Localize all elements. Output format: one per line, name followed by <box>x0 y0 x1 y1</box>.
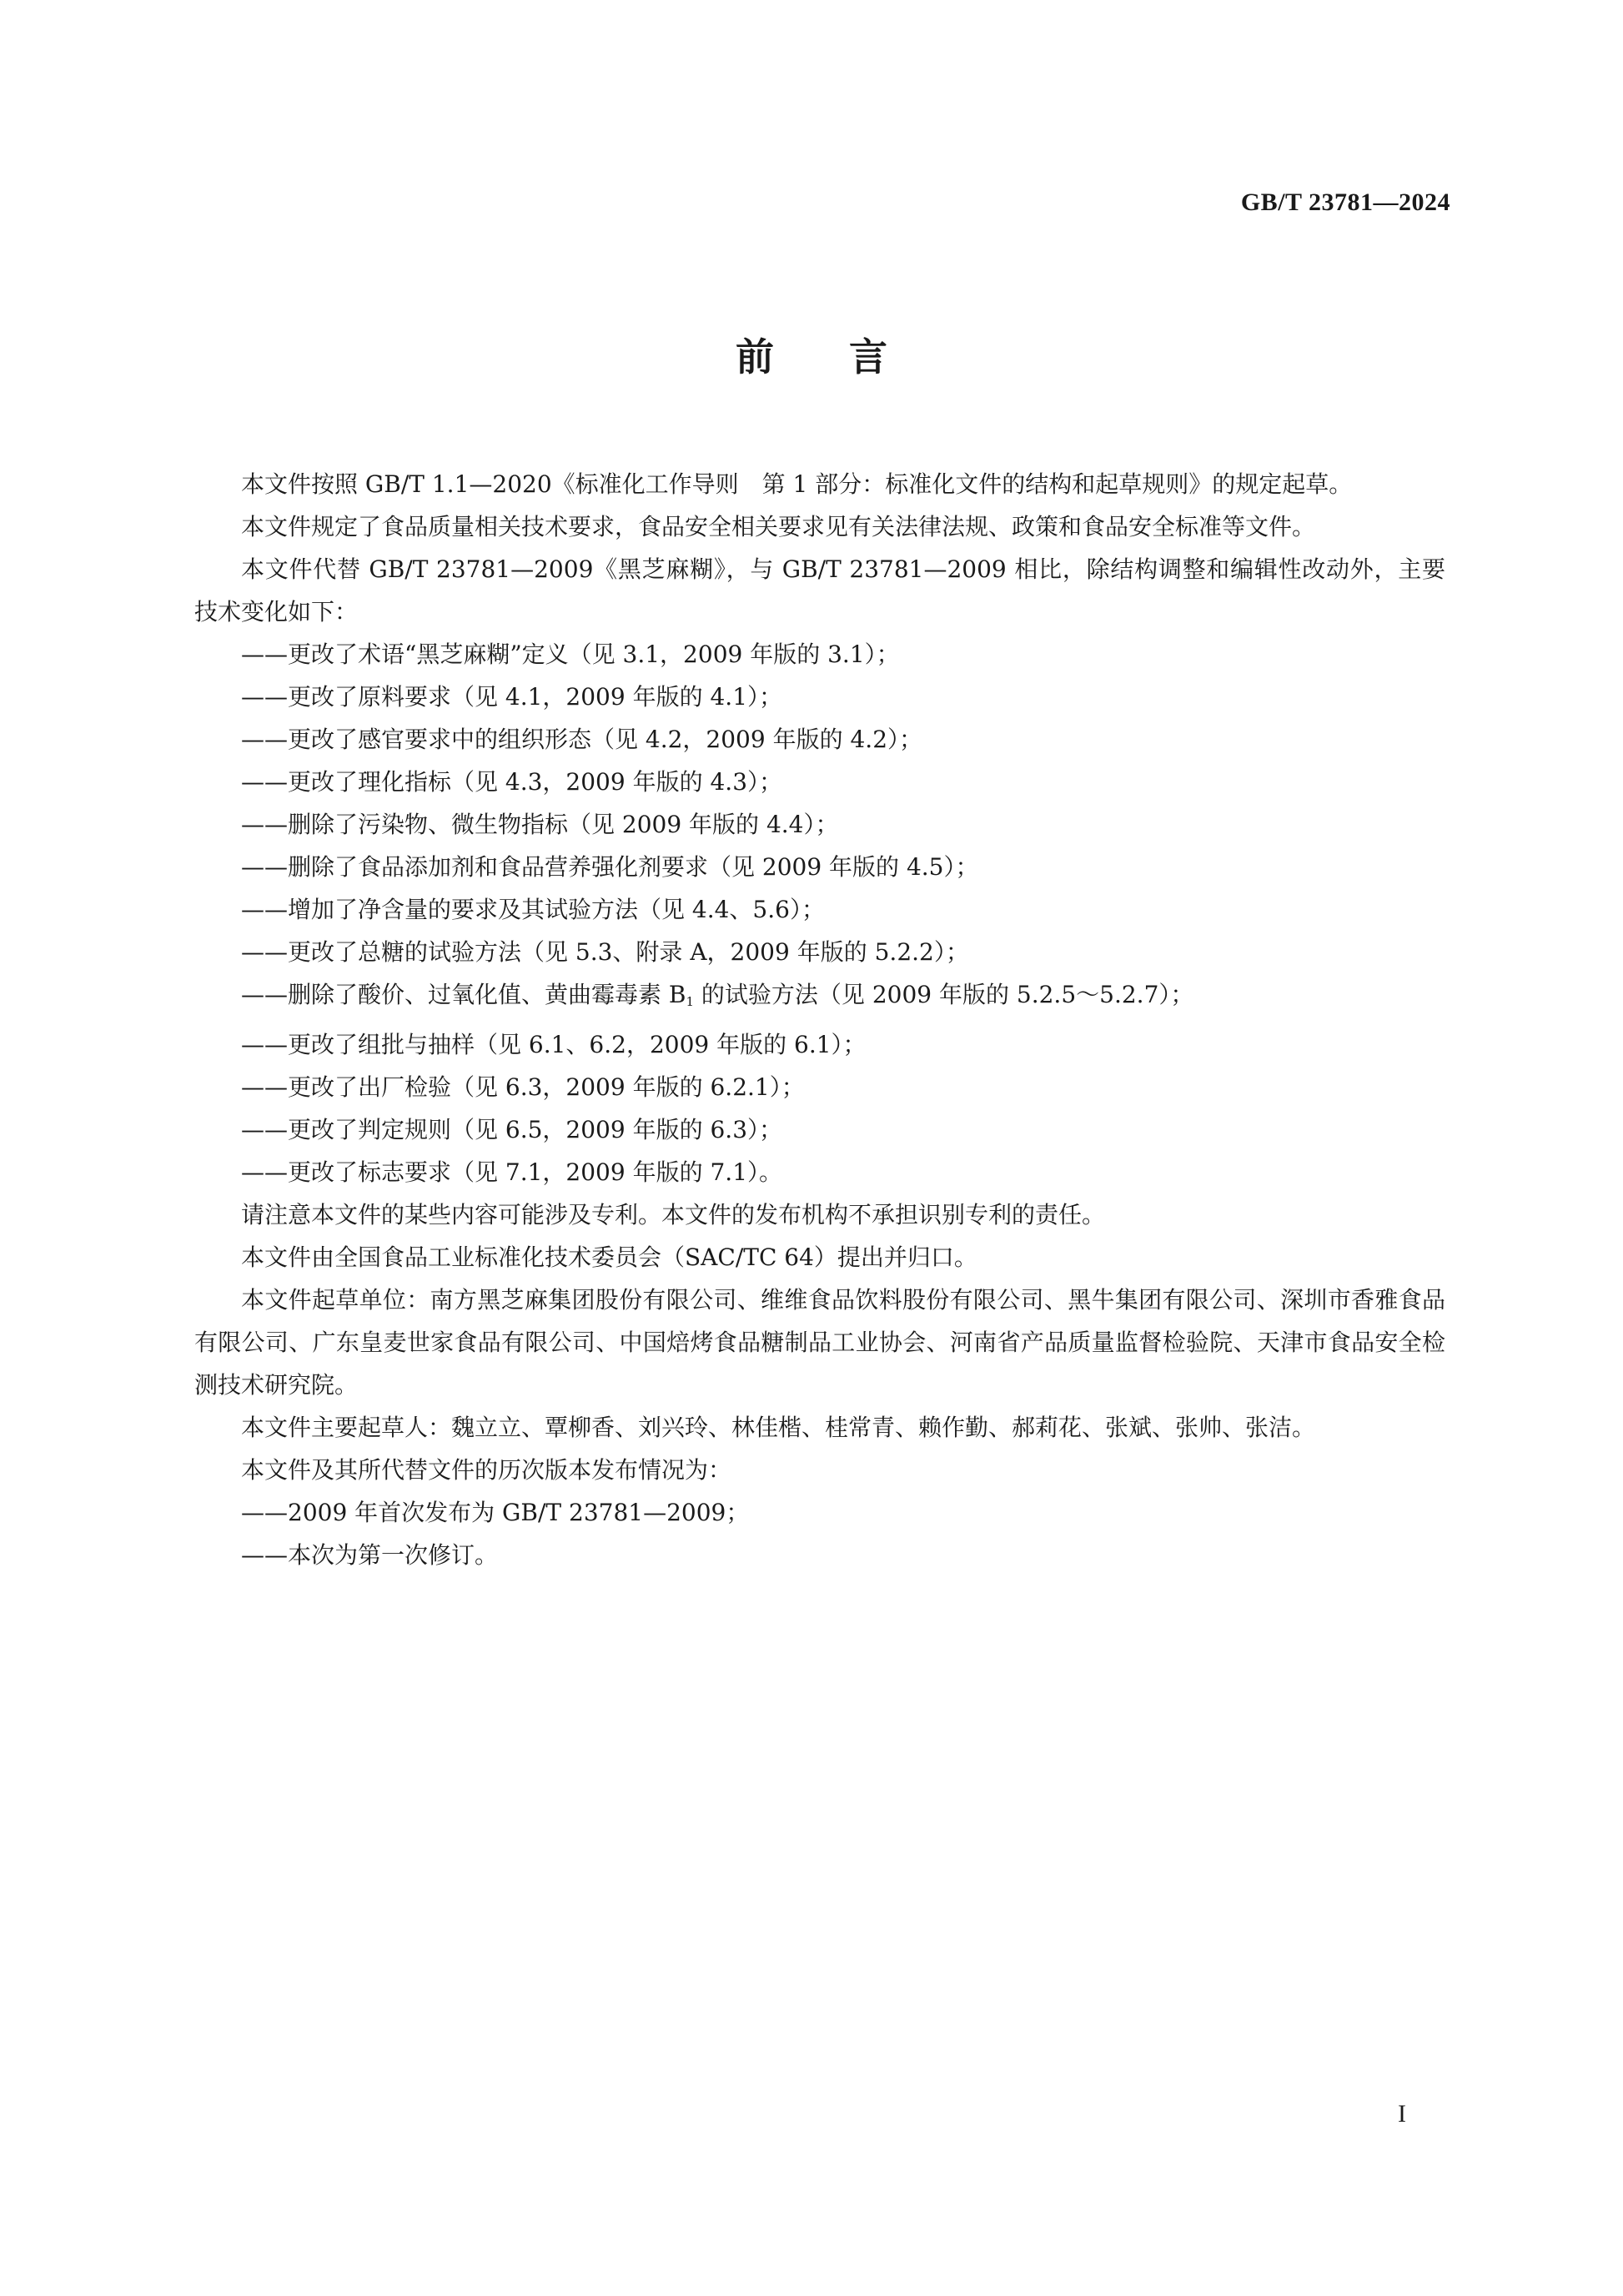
paragraph-replacement: 本文件代替 GB/T 23781—2009《黑芝麻糊》，与 GB/T 23781—2009 相比，除结构调整和编辑性改动外，主要技术变化如下： <box>194 555 1445 625</box>
paragraph-drafting-rules: 本文件按照 GB/T 1.1—2020《标准化工作导则 第 1 部分：标准化文件的结构和起草规则》的规定起草。 <box>241 470 1353 498</box>
change-item: ——更改了术语“黑芝麻糊”定义（见 3.1，2009 年版的 3.1）； <box>241 641 900 668</box>
change-item: ——更改了原料要求（见 4.1，2009 年版的 4.1）； <box>241 683 783 711</box>
paragraph-patent: 请注意本文件的某些内容可能涉及专利。本文件的发布机构不承担识别专利的责任。 <box>241 1201 1106 1228</box>
change-item: ——更改了出厂检验（见 6.3，2009 年版的 6.2.1）； <box>241 1073 805 1101</box>
subscript: 1 <box>686 994 695 1009</box>
change-item: ——更改了理化指标（见 4.3，2009 年版的 4.3）； <box>241 768 783 796</box>
change-item-text: ——删除了酸价、过氧化值、黄曲霉毒素 B <box>241 981 686 1008</box>
paragraph-drafters: 本文件主要起草人：魏立立、覃柳香、刘兴玲、林佳楷、桂常青、赖作勤、郝莉花、张斌、张帅、张洁。 <box>241 1414 1316 1441</box>
change-item-text: 的试验方法（见 2009 年版的 5.2.5～5.2.7）； <box>694 981 1194 1008</box>
change-item: ——删除了食品添加剂和食品营养强化剂要求（见 2009 年版的 4.5）； <box>241 853 979 881</box>
change-item: ——更改了判定规则（见 6.5，2009 年版的 6.3）； <box>241 1116 783 1143</box>
change-item: ——更改了组批与抽样（见 6.1、6.2，2009 年版的 6.1）； <box>241 1031 867 1058</box>
preface-body <box>194 463 1445 1576</box>
paragraph-committee: 本文件由全国食品工业标准化技术委员会（SAC/TC 64）提出并归口。 <box>241 1243 977 1271</box>
page-number: I <box>1398 2100 1406 2128</box>
history-item: ——2009 年首次发布为 GB/T 23781—2009； <box>241 1499 750 1526</box>
change-item: ——增加了净含量的要求及其试验方法（见 4.4、5.6）； <box>241 896 825 923</box>
change-item: ——更改了标志要求（见 7.1，2009 年版的 7.1）。 <box>241 1158 783 1186</box>
change-item: ——更改了感官要求中的组织形态（见 4.2，2009 年版的 4.2）； <box>241 726 923 753</box>
change-item: ——删除了污染物、微生物指标（见 2009 年版的 4.4）； <box>241 811 839 838</box>
paragraph-scope: 本文件规定了食品质量相关技术要求，食品安全相关要求见有关法律法规、政策和食品安全标准等文件。 <box>241 513 1316 540</box>
paragraph-history-intro: 本文件及其所代替文件的历次版本发布情况为： <box>241 1456 732 1484</box>
change-item-aflatoxin <box>194 973 1445 1023</box>
change-item: ——更改了总糖的试验方法（见 5.3、附录 A，2009 年版的 5.2.2）； <box>241 938 969 966</box>
paragraph-drafting-units: 本文件起草单位：南方黑芝麻集团股份有限公司、维维食品饮料股份有限公司、黑牛集团有限公司、深圳市香雅食品有限公司、广东皇麦世家食品有限公司、中国焙烤食品糖制品工业协会、河南省产品质量监督检验院、天津市食品安全检测技术研究院。 <box>194 1286 1445 1399</box>
page-title: 前言 <box>736 334 962 379</box>
standard-number: GB/T 23781—2024 <box>1240 188 1450 216</box>
history-item: ——本次为第一次修订。 <box>241 1541 499 1569</box>
